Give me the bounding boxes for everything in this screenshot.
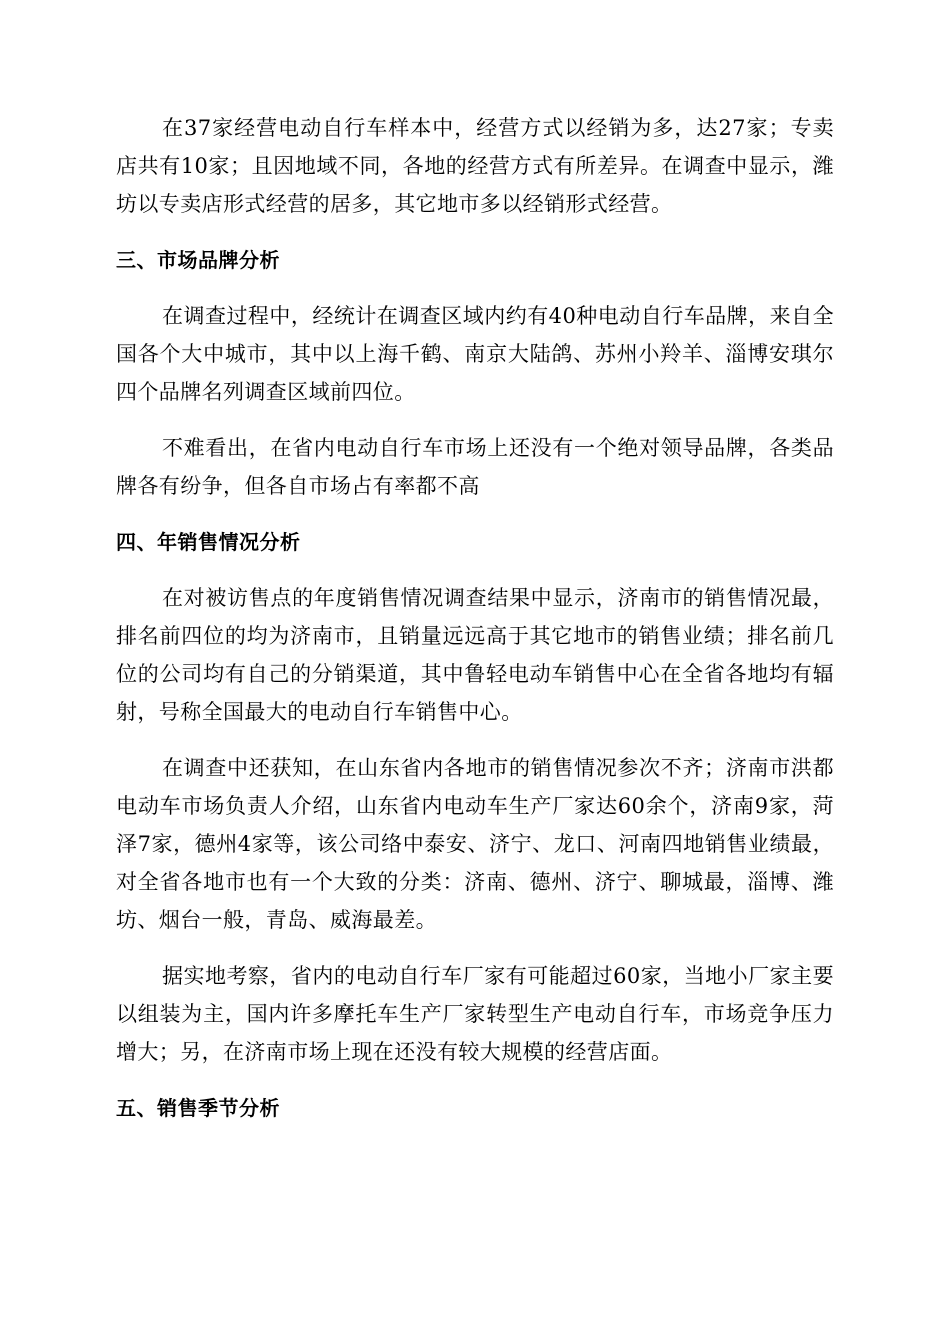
paragraph-brand-conclusion: 不难看出，在省内电动自行车市场上还没有一个绝对领导品牌，各类品牌各有纷争，但各自市场占有率都不高 xyxy=(116,436,834,498)
paragraph-annual-sales-results: 在对被访售点的年度销售情况调查结果中显示，济南市的销售情况最，排名前四位的均为济南市，且销量远远高于其它地市的销售业绩；排名前几位的公司均有自己的分销渠道，其中鲁轻电动车销售中心在全省各地均有辐射，号称全国最大的电动自行车销售中心。 xyxy=(116,586,834,724)
section-heading-seasonal-sales: 五、销售季节分析 xyxy=(116,1096,280,1120)
paragraph-field-investigation: 据实地考察，省内的电动自行车厂家有可能超过60家，当地小厂家主要以组装为主，国内许多摩托车生产厂家转型生产电动自行车，市场竞争压力增大；另，在济南市场上现在还没有较大规模的经营店面。 xyxy=(116,964,834,1064)
paragraph-regional-sales: 在调查中还获知，在山东省内各地市的销售情况参次不齐；济南市洪都电动车市场负责人介绍，山东省内电动车生产厂家达60余个，济南9家，菏泽7家，德州4家等，该公司络中泰安、济宁、龙口、河南四地销售业绩最，对全省各地市也有一个大致的分类：济南、德州、济宁、聊城最，淄博、潍坊、烟台一般，青岛、威海最差。 xyxy=(116,756,834,932)
document-body xyxy=(116,109,834,1145)
paragraph-brand-survey: 在调查过程中，经统计在调查区域内约有40种电动自行车品牌，来自全国各个大中城市，其中以上海千鹤、南京大陆鸽、苏州小羚羊、淄博安琪尔四个品牌名列调查区域前四位。 xyxy=(116,304,834,404)
paragraph-business-mode: 在37家经营电动自行车样本中，经营方式以经销为多，达27家；专卖店共有10家；且因地域不同，各地的经营方式有所差异。在调查中显示，潍坊以专卖店形式经营的居多，其它地市多以经销形式经营。 xyxy=(116,116,834,216)
section-heading-annual-sales: 四、年销售情况分析 xyxy=(116,530,301,554)
section-heading-brand-analysis: 三、市场品牌分析 xyxy=(116,248,280,272)
